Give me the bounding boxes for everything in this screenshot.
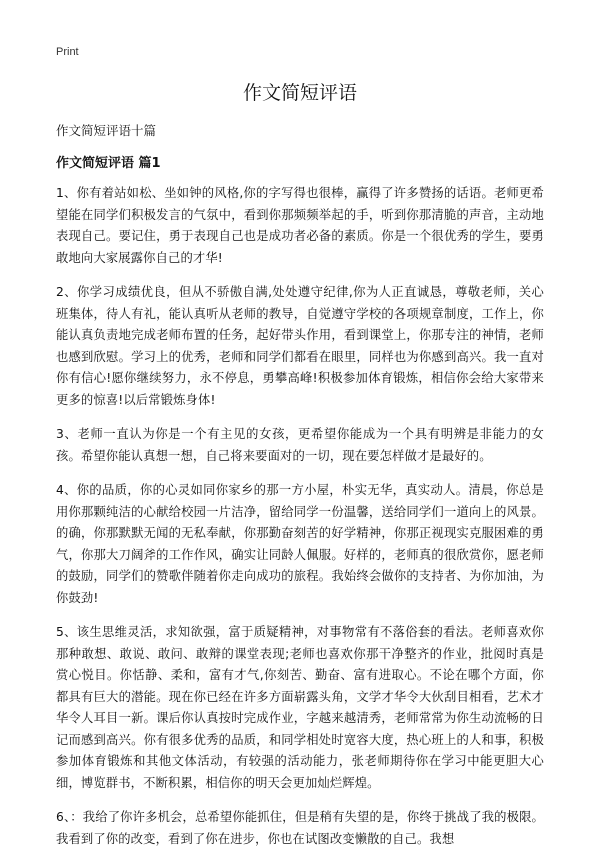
document-title: 作文简短评语: [242, 82, 357, 104]
comment-paragraph-1: 1、你有着站如松、坐如钟的风格,你的字写得也很棒，赢得了许多赞扬的话语。老师更希望能在同学们积极发言的气氛中，看到你那频频举起的手，听到你那清脆的声音，主动地表现自己。要记住，勇于表现自己也是成功者必备的素质。你是一个很优秀的学生，要勇敢地向大家展露你自己的才华!: [56, 186, 544, 265]
comment-paragraph-5: 5、该生思维灵活，求知欲强，富于质疑精神，对事物常有不落俗套的看法。老师喜欢你那种敢想、敢说、敢问、敢辩的课堂表现;老师也喜欢你那干净整齐的作业，批阅时真是赏心悦目。你恬静、柔和，富有才气,你刻苦、勤奋、富有进取心。不论在哪个方面，你都具有巨大的潜能。现在你已经在许多方面崭露头角，文学才华令大伙刮目相看，艺术才华令人耳目一新。课后你认真按时完成作业，字越来越清秀，老师常常为你生动流畅的日记而感到高兴。你有很多优秀的品质，和同学相处时宽容大度，热心班上的人和事，积极参加体育锻炼和其他文体活动，有较强的活动能力，张老师期待你在学习中能更胆大心细，博览群书，不断积累，相信你的明天会更加灿烂辉煌。: [56, 625, 544, 790]
document-subtitle: 作文简短评语十篇: [56, 123, 157, 138]
comment-paragraph-3: 3、老师一直认为你是一个有主见的女孩，更希望你能成为一个具有明辨是非能力的女孩。希望你能认真想一想，自己将来要面对的一切，现在要怎样做才是最好的。: [56, 427, 544, 463]
section-heading: 作文简短评语 篇1: [56, 156, 161, 171]
comment-list: [56, 183, 544, 863]
print-label: Print: [56, 46, 79, 58]
comment-paragraph-2: 2、你学习成绩优良，但从不骄傲自满,处处遵守纪律,你为人正直诚恳，尊敬老师，关心班集体，待人有礼，能认真听从老师的教导，自觉遵守学校的各项规章制度，工作上，你能认真负责地完成老师布置的任务，起好带头作用，看到课堂上，你那专注的神情，老师也感到欣慰。学习上的优秀，老师和同学们都看在眼里，同样也为你感到高兴。我一直对你有信心!愿你继续努力，永不停息，勇攀高峰!积极参加体育锻炼，相信你会给大家带来更多的惊喜!以后常锻炼身体!: [56, 285, 544, 407]
comment-paragraph-4: 4、你的品质，你的心灵如同你家乡的那一方小屋，朴实无华，真实动人。清晨，你总是用你那颗纯洁的心献给校园一片洁净，留给同学一份温馨，送给同学们一道向上的风景。的确，你那默默无闻的无私奉献，你那勤奋刻苦的好学精神，你那正视现实克服困难的勇气，你那大刀阔斧的工作作风，确实让同龄人佩服。好样的，老师真的很欣赏你，愿老师的鼓励，同学们的赞歌伴随着你走向成功的旅程。我始终会做你的支持者、为你加油，为你鼓劲!: [56, 483, 544, 605]
comment-paragraph-6: 6、：我给了你许多机会，总希望你能抓住，但是稍有失望的是，你终于挑战了我的极限。我看到了你的改变，看到了你在进步，你也在试图改变懒散的自己。我想: [56, 810, 544, 846]
